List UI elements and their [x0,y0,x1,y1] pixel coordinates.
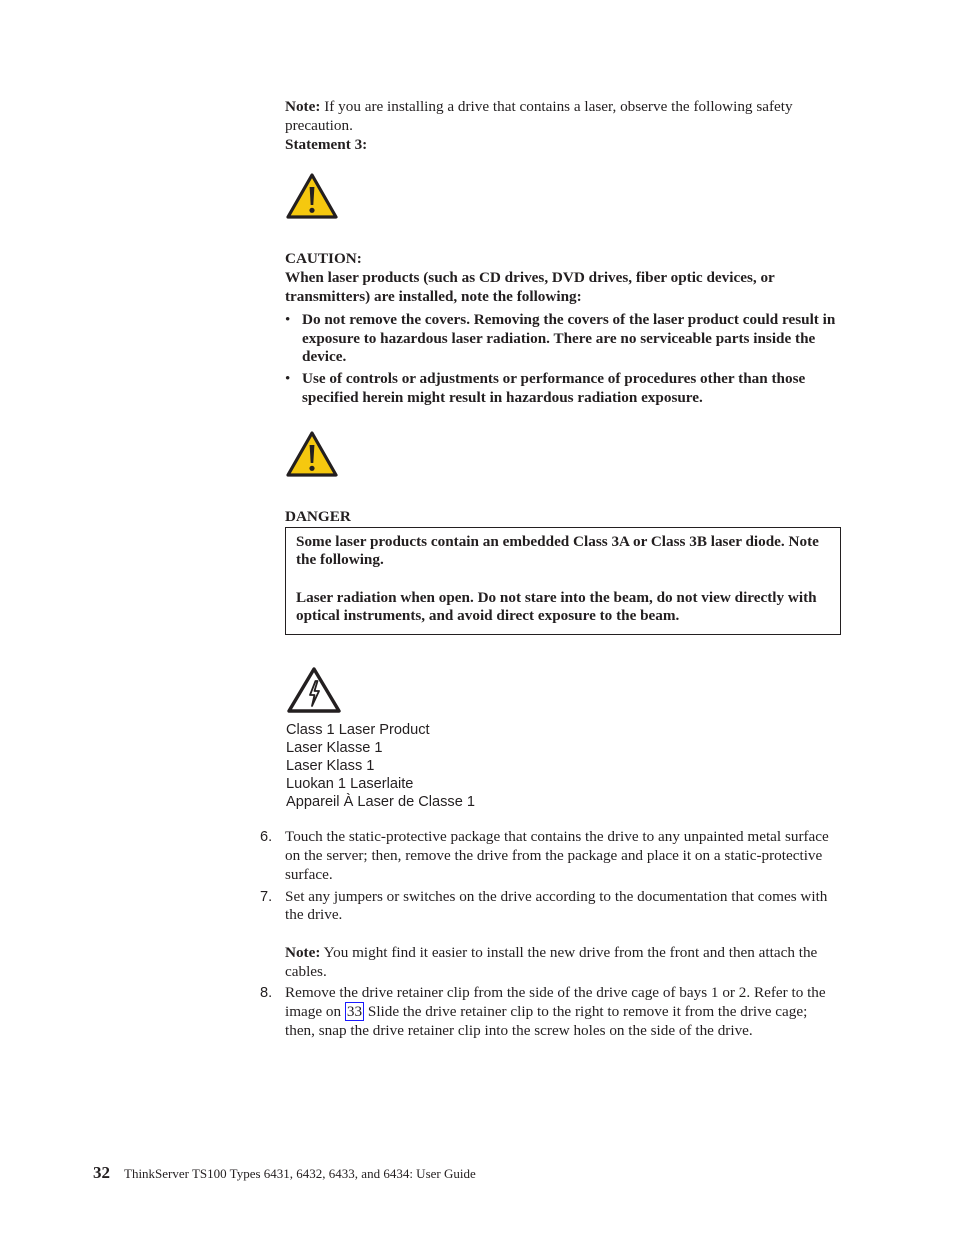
step-text-before-link: Remove the drive retainer clip from the side of the drive cage of bays 1 or 2. Refer to the image on [285,984,826,1021]
caution-bullet [285,370,841,408]
step-number: 8. [260,985,273,1002]
warning-triangle-icon [285,172,339,220]
document-body [260,98,841,1044]
laser-class-labels [285,721,841,811]
step-note [285,944,841,982]
note-intro [285,98,841,136]
caution-intro: When laser products (such as CD drives, DVD drives, fiber optic devices, or transmitters) are installed, note the following: [285,269,775,305]
caution-bullet [285,311,841,367]
bullet-marker: • [285,370,291,388]
procedure-steps [260,828,841,1040]
electrical-hazard-icon [285,665,343,715]
danger-paragraph: Laser radiation when open. Do not stare into the beam, do not view directly with optical instruments, and avoid direct exposure to the beam. [296,588,817,625]
danger-box [285,527,841,636]
danger-label: DANGER [285,507,351,525]
caution-bullet-text: Do not remove the covers. Removing the covers of the laser product could result in exposure to hazardous laser radiation. There are no serviceable parts inside the device. [302,310,836,366]
laser-label: Appareil À Laser de Classe 1 [286,794,476,811]
bullet-marker: • [285,310,291,328]
page-cross-reference-link[interactable]: 33 [346,1003,363,1021]
laser-label: Luokan 1 Laserlaite [286,776,414,793]
page-footer [93,1163,476,1183]
note-label: Note: [285,943,321,961]
step-number: 7. [260,888,273,905]
step-text-after-link: Slide the drive retainer clip to the right to remove it from the drive cage; then, snap the drive retainer clip into the screw holes on the side of the drive. [285,1003,808,1039]
note-text: You might find it easier to install the new drive from the front and then attach the cables. [285,943,818,980]
laser-label: Laser Klass 1 [286,758,375,775]
laser-icon-block [285,665,841,715]
note-label: Note: [285,98,321,115]
warning-triangle-icon [285,430,339,478]
danger-paragraph: Some laser products contain an embedded Class 3A or Class 3B laser diode. Note the following. [296,532,819,569]
step-text: Touch the static-protective package that contains the drive to any unpainted metal surface on the server; then, remove the drive from the package and place it on a static-protective surface. [285,828,829,883]
laser-label: Laser Klasse 1 [286,740,383,757]
step-7 [260,887,841,982]
caution-icon-block [285,172,841,220]
step-number: 6. [260,829,273,846]
danger-icon-block [285,430,841,478]
caution-bullet-list [285,311,841,408]
statement-label: Statement 3: [285,135,368,153]
document-title: ThinkServer TS100 Types 6431, 6432, 6433, and 6434: User Guide [124,1166,476,1181]
step-8 [260,984,841,1040]
note-text: If you are installing a drive that contains a laser, observe the following safety precaution. [285,98,793,134]
laser-label: Class 1 Laser Product [286,722,430,739]
caution-bullet-text: Use of controls or adjustments or performance of procedures other than those specified herein might result in hazardous radiation exposure. [302,370,806,406]
page-number: 32 [93,1163,110,1182]
caution-label: CAUTION: [285,250,362,268]
step-6 [260,828,841,884]
step-text: Set any jumpers or switches on the drive according to the documentation that comes with the drive. [285,887,828,924]
